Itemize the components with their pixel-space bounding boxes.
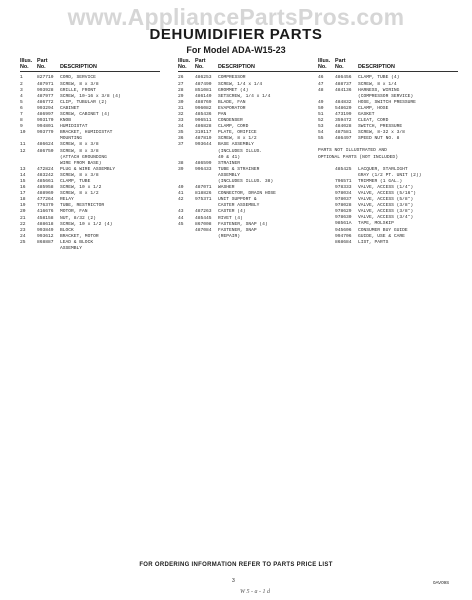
illus-number: 40 <box>178 185 184 191</box>
part-description: SCREW, 8 x 1/2 <box>218 136 257 142</box>
part-description: SCREW, 1/4 x 1/4 <box>218 81 263 87</box>
illus-number: 48 <box>318 87 324 93</box>
ordering-footer: FOR ORDERING INFORMATION REFER TO PARTS PRICE LIST <box>139 562 333 568</box>
part-number <box>195 234 218 240</box>
part-number: 945606 <box>335 227 352 233</box>
part-number: 827710 <box>37 75 54 81</box>
part-number: 978034 <box>335 191 352 196</box>
part-description: BLADE, FAN <box>218 99 246 105</box>
part-number: 993612 <box>37 233 54 239</box>
illus-number: 39 <box>178 166 184 172</box>
part-number: 996082 <box>195 105 212 111</box>
illus-number: 8 <box>20 118 23 124</box>
part-description: GROMMET (4) <box>218 87 249 93</box>
part-number: 485425 <box>335 166 352 172</box>
part-number: 993644 <box>195 142 212 148</box>
illus-number: 22 <box>20 221 26 227</box>
part-number: 416676 <box>37 209 54 215</box>
part-number: 978629 <box>335 209 352 215</box>
part-number: 485445 <box>195 215 212 221</box>
part-number: 487084 <box>195 227 212 233</box>
illus-number: 46 <box>318 75 324 81</box>
part-description: GASKET <box>358 111 375 117</box>
illus-number: 47 <box>318 81 324 87</box>
header-rule <box>178 71 318 72</box>
part-number: 975371 <box>195 197 212 203</box>
part-number: 487071 <box>195 185 212 191</box>
part-description: SCREW, CABINET (4) <box>60 111 110 117</box>
part-description: SCREW, 8-32 x 3/8 <box>358 130 405 136</box>
header-illus: Illus. <box>318 58 331 64</box>
illus-number: 12 <box>20 148 26 154</box>
illus-number: 7 <box>20 111 23 117</box>
part-number: 994706 <box>335 233 352 239</box>
part-description: WASHER <box>218 185 235 191</box>
part-number: 978630 <box>335 215 352 221</box>
part-number: 473199 <box>335 111 352 117</box>
part-description: MOTOR, FAN <box>60 209 88 215</box>
illus-number <box>318 240 335 246</box>
part-number <box>37 246 60 252</box>
part-description: CONNECTOR, DRAIN HOSE <box>218 191 276 197</box>
page-title: DEHUMIDIFIER PARTS <box>149 26 323 43</box>
header-part-no: No. <box>37 64 46 71</box>
illus-number: 4 <box>20 93 23 99</box>
illus-number: 37 <box>178 142 184 148</box>
part-number: 996511 <box>195 118 212 124</box>
header-illus: Illus. <box>20 58 33 64</box>
part-description: (INCLUDES ILLUS. 38) <box>218 179 274 184</box>
part-description: HOSE, SWITCH PRESSURE <box>358 99 416 105</box>
part-number: 486140 <box>195 93 212 99</box>
part-description: SCREW, 8 x 3/8 <box>60 81 99 87</box>
part-number: 868684 <box>335 239 352 245</box>
part-number: 484136 <box>335 87 352 93</box>
header-illus-no: No. <box>318 64 327 71</box>
part-number: 487977 <box>37 93 54 99</box>
part-number: 319117 <box>195 130 212 136</box>
illus-number: 5 <box>20 99 23 105</box>
part-description: SCREW, 8 x 1/4 <box>358 81 397 87</box>
part-number: 487971 <box>37 81 54 87</box>
illus-number: 6 <box>20 105 23 111</box>
part-number: 488618 <box>37 221 54 227</box>
table-row <box>318 136 458 142</box>
part-description: RIVET (4) <box>218 215 243 221</box>
header-illus: Illus. <box>178 58 191 64</box>
part-description: FASTENER, SNAP <box>218 227 257 233</box>
illus-number: 3 <box>20 87 23 93</box>
part-description: RELAY <box>60 197 74 203</box>
part-description: TUBE & STRAINER <box>218 166 260 172</box>
illus-number: 11 <box>20 142 26 148</box>
part-number: 477264 <box>37 197 54 203</box>
handwritten-note: W 5 - a - 1 d <box>240 589 270 595</box>
column-header <box>20 64 160 70</box>
part-description: TRIMMER (1 GAL.) <box>358 178 403 184</box>
part-description: SCREW, 10-16 x 3/8 (4) <box>60 93 121 99</box>
part-description: CASTER ASSEMBLY <box>218 203 260 209</box>
header-part: Part <box>195 58 206 64</box>
part-description: ASSEMBLY <box>60 246 83 252</box>
part-description: PLUG & WIRE ASSEMBLY <box>60 166 116 172</box>
part-description: CONSUMER BUY GUIDE <box>358 227 408 233</box>
part-description: LIST, PARTS <box>358 239 389 245</box>
part-description: SCREW, 10 x 1/2 (4) <box>60 221 113 227</box>
part-number: 486997 <box>37 111 54 117</box>
part-number: 486624 <box>37 142 54 148</box>
header-part-no: No. <box>335 64 344 71</box>
column-header <box>318 64 458 70</box>
illus-number: 15 <box>20 179 26 184</box>
part-number: 488737 <box>335 81 352 87</box>
illus-number: 45 <box>178 221 184 227</box>
part-description: TUBE, RESTRICTOR <box>60 203 105 209</box>
part-number: 483242 <box>37 172 54 178</box>
part-number: 993849 <box>37 227 54 233</box>
illus-number: 24 <box>20 233 26 239</box>
header-illus-no: No. <box>20 64 29 71</box>
part-description: CABINET <box>60 105 80 111</box>
illus-number: 26 <box>178 75 184 81</box>
part-number: 486253 <box>195 75 212 81</box>
part-description: SPEED NUT NO. 8 <box>358 136 400 142</box>
part-description: VALVE, ACCESS (3/8") <box>358 209 414 215</box>
part-description: CORD, SERVICE <box>60 75 96 81</box>
part-description: SETSCREW, 1/4 x 1/4 <box>218 93 271 99</box>
part-number: 485958 <box>37 185 54 191</box>
table-row <box>178 234 318 240</box>
part-number: 993928 <box>37 87 54 93</box>
part-number: 486599 <box>195 160 212 166</box>
part-number: 978028 <box>335 203 352 209</box>
part-number: 486456 <box>335 75 352 81</box>
part-description: PAN <box>218 111 227 117</box>
illus-number: 41 <box>178 191 184 197</box>
illus-number: 1 <box>20 75 23 81</box>
table-row <box>20 246 160 252</box>
part-description: GRAY (1/2 PT. UNIT (2)) <box>358 172 422 178</box>
parts-column-3 <box>318 58 458 246</box>
illus-number: 49 <box>318 99 324 105</box>
illus-number: 43 <box>178 209 184 215</box>
part-description: BRACKET, HUMIDISTAT <box>60 130 113 136</box>
part-description: SCREW, 8 x 3/8 <box>60 142 99 148</box>
part-description: ASSEMBLY <box>218 172 241 178</box>
illus-number: 32 <box>178 111 184 117</box>
part-number: 484832 <box>335 99 352 105</box>
part-description: (COMPRESSOR SERVICE) <box>358 93 414 99</box>
illus-number: 38 <box>178 160 184 166</box>
part-description: BRACKET, MOTOR <box>60 233 99 239</box>
header-part: Part <box>37 58 48 64</box>
part-description: PLATE, ORIFICE <box>218 130 257 136</box>
header-rule <box>20 71 160 72</box>
part-description: NUT, 8/32 (2) <box>60 215 96 221</box>
header-description: DESCRIPTION <box>358 64 395 71</box>
part-description: GUIDE, USE & CARE <box>358 233 405 239</box>
parts-column-2 <box>178 58 318 240</box>
header-rule <box>318 71 458 72</box>
header-part-no: No. <box>195 64 204 71</box>
illus-number: 42 <box>178 197 184 203</box>
part-description: COMPRESSOR <box>218 75 246 81</box>
part-number: 488769 <box>195 99 212 105</box>
illus-number: 19 <box>20 203 26 209</box>
part-description: VALVE, ACCESS (1/4") <box>358 184 414 190</box>
part-number: 993170 <box>37 118 54 124</box>
part-description: SCREW, 8 x 3/8 <box>60 172 99 178</box>
part-number: 796571 <box>335 178 352 184</box>
part-description: 40 & 41) <box>218 154 241 160</box>
illus-number: 51 <box>318 111 324 117</box>
part-description: LACQUER, STARLIGHT <box>358 166 408 172</box>
illus-number: 44 <box>178 215 184 221</box>
header-description: DESCRIPTION <box>60 64 97 71</box>
part-number: 484028 <box>335 124 352 130</box>
part-description: VALVE, ACCESS (3/8") <box>358 203 414 209</box>
column-header <box>178 64 318 70</box>
part-description: BASE ASSEMBLY <box>218 142 254 148</box>
parts-column-1 <box>20 58 160 252</box>
part-description: HARNESS, WIRING <box>358 87 400 93</box>
part-description: CLAMP, CORD <box>218 124 249 130</box>
section-note: OPTIONAL PARTS (NOT INCLUDED) <box>318 154 398 160</box>
part-number: 486750 <box>37 148 54 154</box>
part-number: 488969 <box>37 191 54 197</box>
part-number: 487263 <box>195 209 212 215</box>
header-description: DESCRIPTION <box>218 64 255 71</box>
part-description: SCREW, 8 x 3/8 <box>60 148 99 154</box>
part-description: SCREW, 10 x 1/2 <box>60 185 102 191</box>
illus-number: 50 <box>318 105 324 111</box>
part-description: EVAPORATOR <box>218 105 246 111</box>
part-description: CLAMP, HOSE <box>358 105 389 111</box>
illus-number: 16 <box>20 185 26 191</box>
illus-number <box>20 246 37 252</box>
part-description: (ATTACH GROUNDING <box>60 154 107 160</box>
part-number: 359472 <box>335 118 352 124</box>
part-description: CONDENSER <box>218 118 243 124</box>
part-number: 993294 <box>37 105 54 111</box>
part-description: UNIT SUPPORT & <box>218 197 257 203</box>
part-number: 978333 <box>335 184 352 190</box>
illus-number: 53 <box>318 124 324 130</box>
part-description: (INCLUDES ILLUS. <box>218 148 263 154</box>
illus-number: 2 <box>20 81 23 87</box>
part-description: TAPE, MOLSKIP <box>358 221 394 227</box>
part-description: BLOCK <box>60 227 74 233</box>
illus-number: 30 <box>178 99 184 105</box>
part-description: GRILLE, FRONT <box>60 87 96 93</box>
illus-number: 21 <box>20 215 26 221</box>
illus-number: 18 <box>20 197 26 203</box>
header-part: Part <box>335 58 346 64</box>
part-number: 548620 <box>335 105 352 111</box>
part-number: 458158 <box>37 215 54 221</box>
part-description: MOUNTING <box>60 136 83 142</box>
model-subtitle: For Model ADA-W15-23 <box>186 45 286 55</box>
illus-number <box>178 234 195 240</box>
part-description: CLIP, TUBULAR (2) <box>60 99 107 105</box>
illus-number: 52 <box>318 118 324 124</box>
part-number: 993779 <box>37 130 54 136</box>
part-description: LEAD & BLOCK <box>60 239 94 245</box>
part-number: 486772 <box>37 99 54 105</box>
part-description: STRAINER <box>218 160 241 166</box>
part-number: 776379 <box>37 203 54 209</box>
part-description: SCREW, 8 x 1/2 <box>60 191 99 197</box>
part-description: CLAMP, TUBE (4) <box>358 75 400 81</box>
illus-number: 10 <box>20 130 26 136</box>
part-number: 851081 <box>195 87 212 93</box>
header-illus-no: No. <box>178 64 187 71</box>
part-description: WIRE FROM BASE) <box>60 160 102 166</box>
part-number: 98561A <box>335 221 352 227</box>
illus-number: 35 <box>178 130 184 136</box>
part-number: 472824 <box>37 166 54 172</box>
illus-number: 20 <box>20 209 26 215</box>
part-number: 485436 <box>195 111 212 117</box>
illus-number: 9 <box>20 124 23 130</box>
part-description: HUMIDISTAT <box>60 124 88 130</box>
illus-number: 54 <box>318 130 324 136</box>
illus-number: 29 <box>178 93 184 99</box>
part-number: 487490 <box>195 81 212 87</box>
part-number: 485661 <box>37 179 54 184</box>
illus-number: 31 <box>178 105 184 111</box>
part-description: SWITCH, PRESSURE <box>358 124 403 130</box>
part-description: KNOB <box>60 118 72 124</box>
part-description: FASTENER, SNAP (4) <box>218 221 268 227</box>
illus-number: 14 <box>20 172 26 178</box>
document-code: 0AV09S <box>433 580 450 585</box>
part-number: 996433 <box>195 166 212 172</box>
part-description: VALVE, ACCESS (5/8") <box>358 197 414 203</box>
illus-number: 13 <box>20 166 26 172</box>
page-number: 3 <box>232 578 235 584</box>
part-number: 867008 <box>195 221 212 227</box>
watermark-text: www.AppliancePartsPros.com <box>67 4 405 30</box>
part-number: 994801 <box>37 124 54 130</box>
part-description: CASTER (4) <box>218 209 246 215</box>
illus-number: 33 <box>178 118 184 124</box>
part-description: VALVE, ACCESS (3/4") <box>358 215 414 221</box>
part-number: 868887 <box>37 239 54 245</box>
illus-number: 28 <box>178 87 184 93</box>
part-number: 486828 <box>195 124 212 130</box>
illus-number: 17 <box>20 191 26 197</box>
table-row <box>318 240 458 246</box>
illus-number: 27 <box>178 81 184 87</box>
illus-number: 23 <box>20 227 26 233</box>
part-number: 818826 <box>195 191 212 197</box>
illus-number: 36 <box>178 136 184 142</box>
illus-number: 34 <box>178 124 184 130</box>
illus-number: 55 <box>318 136 324 142</box>
part-number: 487819 <box>195 136 212 142</box>
illus-number: 25 <box>20 239 26 245</box>
part-number: 486497 <box>335 136 352 142</box>
part-description: CLAMP, TUBE <box>60 179 91 184</box>
part-description: CLEAT, CORD <box>358 118 389 124</box>
part-description: VALVE, ACCESS (5/16") <box>358 191 416 196</box>
part-description: (REPAIR) <box>218 233 241 239</box>
section-note: PARTS NOT ILLUSTRATED AND <box>318 148 387 154</box>
part-number: 487581 <box>335 130 352 136</box>
part-number: 978037 <box>335 197 352 203</box>
